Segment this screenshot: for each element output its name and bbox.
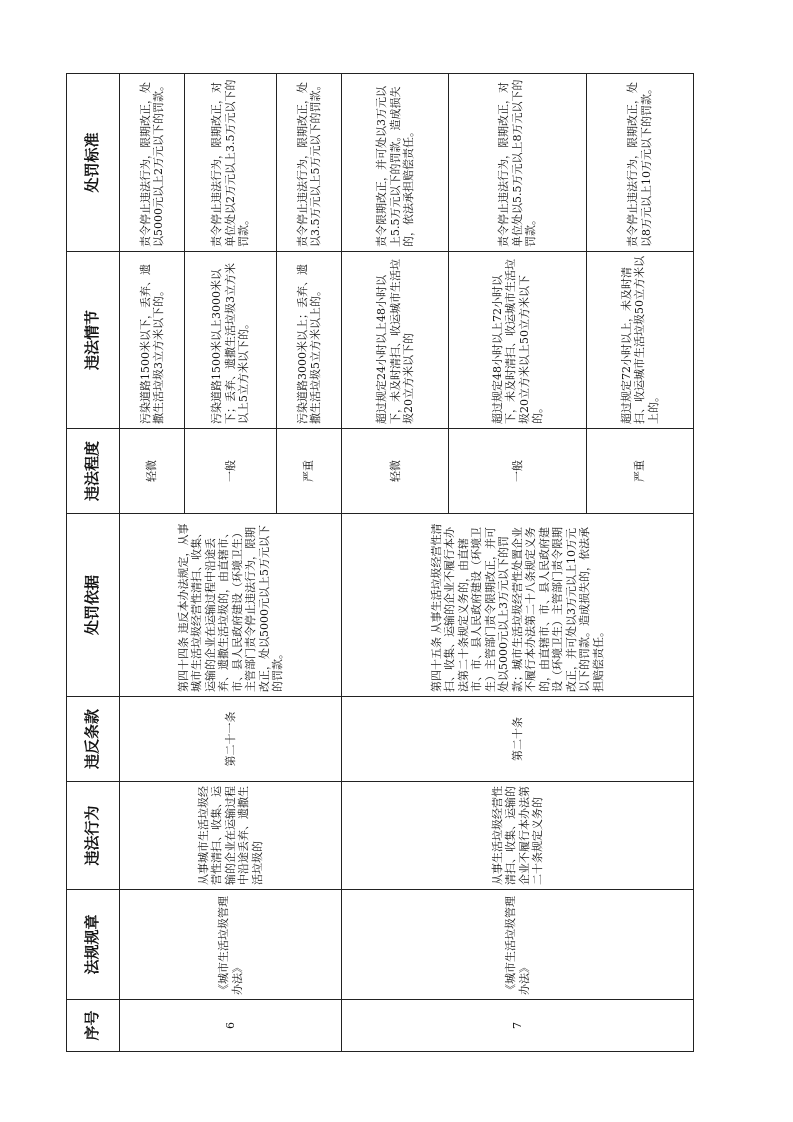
act-cell: 从事城市生活垃圾经营性清扫、收集、运输的企业在运输过程中沿途丢弃、遗撒生活垃圾的 [120, 782, 342, 890]
degree-cell: 轻微 [120, 429, 185, 514]
table-row [120, 74, 185, 1052]
standard-cell: 责令停止违法行为，限期改正，对单位处以2万元以上3.5万元以下的罚款。 [185, 74, 276, 252]
table-row [342, 74, 449, 1052]
degree-cell: 严重 [586, 429, 693, 514]
degree-cell: 一般 [449, 429, 586, 514]
act-cell: 从事生活垃圾经营性清扫、收集、运输的企业不履行本办法第二十条规定义务的 [342, 782, 694, 890]
basis-cell: 第四十四条 违反本办法规定，从事城市生活垃圾经营性清扫、收集、运输的企业在运输过程中沿途丢弃、遗撒生活垃圾的，由直辖市、市、县人民政府建设（环境卫生）主管部门责令停止违法行为，限期改正，处以5000元以上5万元以下的罚款。 [120, 514, 342, 697]
circumstance-cell: 超过规定24小时以上48小时以下，未及时清扫、收运城市生活垃圾20立方米以下的 [342, 252, 449, 429]
degree-cell: 轻微 [342, 429, 449, 514]
header-basis: 处罚依据 [67, 514, 120, 697]
circumstance-cell: 超过规定72小时以上，未及时清扫、收运城市生活垃圾50立方米以上的。 [586, 252, 693, 429]
header-row [67, 74, 120, 1052]
header-act: 违法行为 [67, 782, 120, 890]
rotated-page [66, 74, 694, 1052]
degree-cell: 严重 [276, 429, 341, 514]
law-cell: 《城市生活垃圾管理办法》 [120, 890, 342, 1000]
header-degree: 违法程度 [67, 429, 120, 514]
circumstance-cell: 超过规定48小时以上72小时以下，未及时清扫、收运城市生活垃圾20立方米以上50立方米以下的。 [449, 252, 586, 429]
degree-cell: 一般 [185, 429, 276, 514]
standard-cell: 责令停止违法行为，限期改正，处以3.5万元以上5万元以下的罚款。 [276, 74, 341, 252]
standard-cell: 责令停止违法行为，限期改正，处以5000元以上2万元以下的罚款。 [120, 74, 185, 252]
penalty-table [66, 73, 694, 1052]
header-law: 法规规章 [67, 890, 120, 1000]
standard-cell: 责令停止违法行为，限期改正，处以8万元以上10万元以下的罚款。 [586, 74, 693, 252]
article-cell: 第二十一条 [120, 697, 342, 782]
header-circumstance: 违法情节 [67, 252, 120, 429]
circumstance-cell: 污染道路1500米以上3000米以下；丢弃、遗撒生活垃圾3立方米以上5立方米以下的。 [185, 252, 276, 429]
standard-cell: 责令停止违法行为，限期改正，对单位处以5.5万元以上8万元以下的罚款。 [449, 74, 586, 252]
header-article: 违反条款 [67, 697, 120, 782]
header-standard: 处罚标准 [67, 74, 120, 252]
header-seq: 序号 [67, 1000, 120, 1052]
seq-cell: 7 [342, 1000, 694, 1052]
seq-cell: 6 [120, 1000, 342, 1052]
standard-cell: 责令限期改正，并可处以3万元以上5.5万元以下的罚款。造成损失的，依法承担赔偿责任。 [342, 74, 449, 252]
basis-cell: 第四十五条 从事生活垃圾经营性清扫、收集、运输的企业不履行本办法第二十条规定义务的，由直辖市、市、县人民政府建设（环境卫生）主管部门责令限期改正，并可处以5000元以上3万元以下的罚款；城市生活垃圾经营性处置企业不履行本办法第二十八条规定义务的，由直辖市、市、县人民政府建设（环境卫生）主管部门责令限期改正，并可处以3万元以上10万元以下的罚款。造成损失的，依法承担赔偿责任。 [342, 514, 694, 697]
circumstance-cell: 污染道路1500米以下，丢弃、遗撒生活垃圾3立方米以下的。 [120, 252, 185, 429]
law-cell: 《城市生活垃圾管理办法》 [342, 890, 694, 1000]
circumstance-cell: 污染道路3000米以上；丢弃、遗撒生活垃圾5立方米以上的。 [276, 252, 341, 429]
article-cell: 第二十条 [342, 697, 694, 782]
